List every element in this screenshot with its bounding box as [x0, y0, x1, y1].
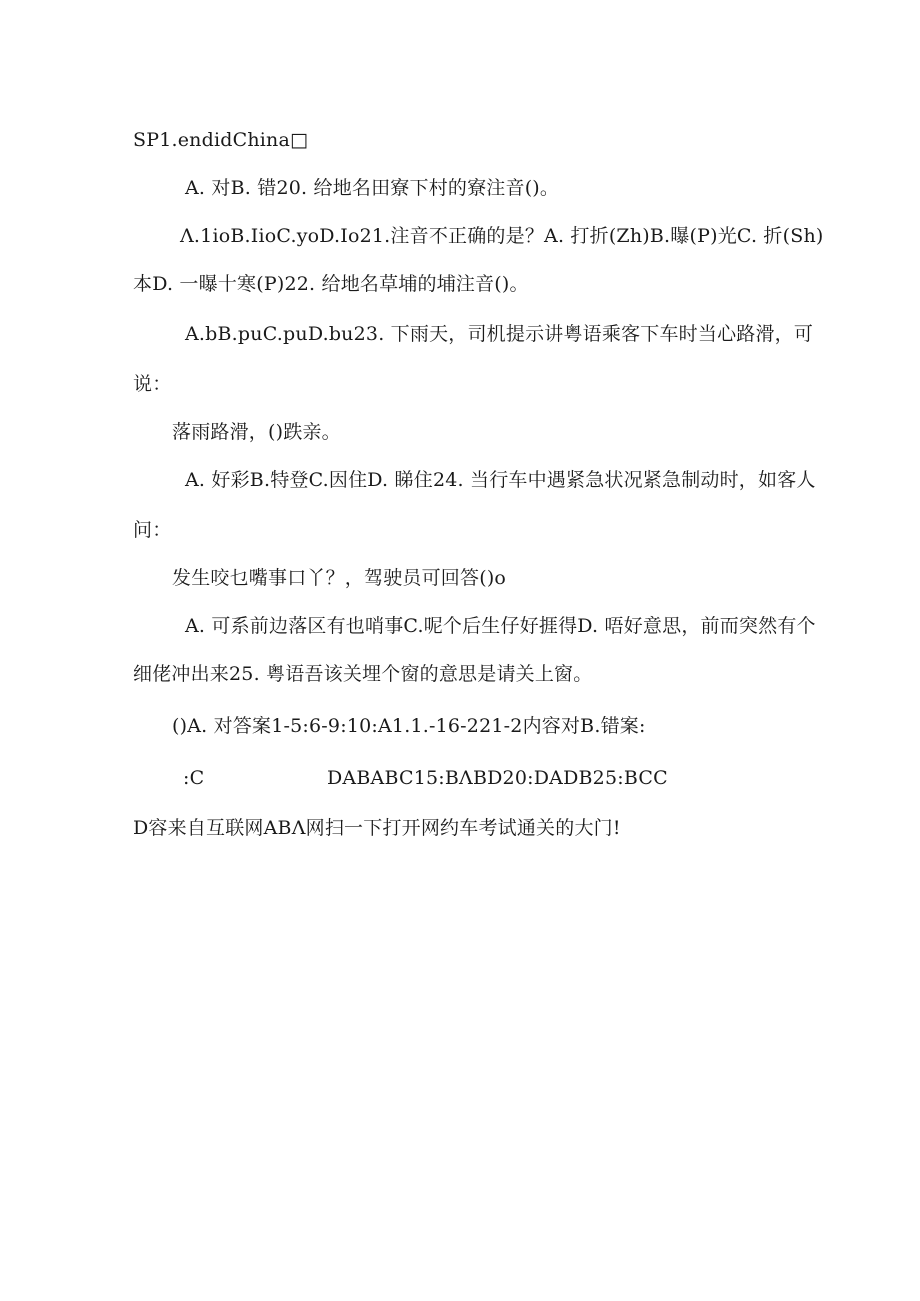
text-line: 本D. 一曝十寒(P)22. 给地名草埔的埔注音()。	[133, 273, 529, 295]
text-line: :C	[183, 767, 205, 789]
text-line: Λ.1ioB.IioC.yoD.Io21.注音不正确的是？A. 打折(Zh)B.曝(P)光C. 折(Sh)	[180, 225, 824, 247]
text-line: 落雨路滑，()跌亲。	[172, 421, 341, 443]
text-line: SP1.endidChina□	[133, 129, 309, 151]
text-line: DABABC15:BΛBD20:DADB25:BCC	[327, 767, 668, 789]
text-line: A. 可系前边落区有也哨事C.呢个后生仔好捱得D. 唔好意思，前而突然有个	[185, 615, 816, 637]
text-line: A. 好彩B.特登C.因住D. 睇住24. 当行车中遇紧急状况紧急制动时，如客人	[185, 469, 816, 491]
text-line: D容来自互联网ABΛ网扫一下打开网约车考试通关的大门!	[133, 817, 621, 839]
text-line: ()A. 对答案1-5:6-9:10:A1.1.-16-221-2内容对B.错案:	[172, 715, 646, 737]
text-line: 细佬冲出来25. 粤语吾该关埋个窗的意思是请关上窗。	[133, 663, 593, 685]
text-line: 问：	[133, 519, 172, 541]
text-line: A.bB.puC.puD.bu23. 下雨天，司机提示讲粤语乘客下车时当心路滑，可	[185, 323, 814, 345]
text-line: A. 对B. 错20. 给地名田寮下村的寮注音()。	[185, 177, 560, 199]
text-line: 说：	[133, 373, 172, 395]
text-line: 发生咬乜嘴事口丫？，驾驶员可回答()o	[172, 567, 507, 589]
